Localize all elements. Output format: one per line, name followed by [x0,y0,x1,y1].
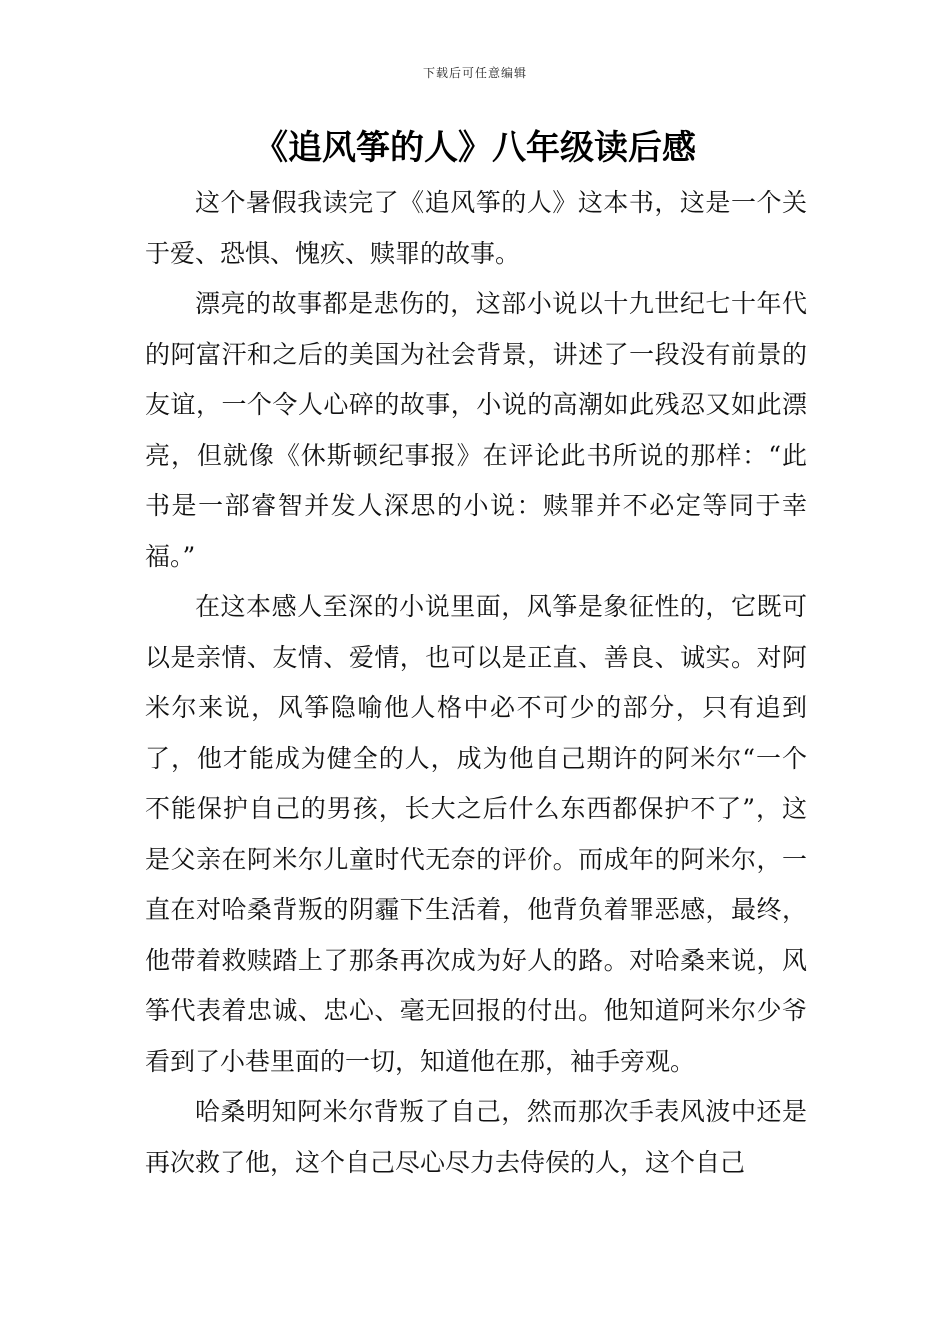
paragraph: 这个暑假我读完了《追风筝的人》这本书，这是一个关于爱、恐惧、愧疚、赎罪的故事。 [145,188,807,268]
paragraph: 哈桑明知阿米尔背叛了自己，然而那次手表风波中还是再次救了他，这个自己尽心尽力去侍侯的人，这个自己 [145,1097,807,1177]
document-title: 《追风筝的人》八年级读后感 [254,128,696,168]
paragraph: 漂亮的故事都是悲伤的，这部小说以十九世纪七十年代的阿富汗和之后的美国为社会背景，讲述了一段没有前景的友谊，一个令人心碎的故事，小说的高潮如此残忍又如此漂亮，但就像《休斯顿纪事报》在评论此书所说的那样：“此书是一部睿智并发人深思的小说：赎罪并不必定等同于幸福。” [145,289,807,571]
document-body [145,178,807,1188]
header-note: 下载后可任意编辑 [422,66,527,80]
paragraph: 在这本感人至深的小说里面，风筝是象征性的，它既可以是亲情、友情、爱情，也可以是正直、善良、诚实。对阿米尔来说，风筝隐喻他人格中必不可少的部分，只有追到了，他才能成为健全的人，成为他自己期许的阿米尔“一个不能保护自己的男孩，长大之后什么东西都保护不了”，这是父亲在阿米尔儿童时代无奈的评价。而成年的阿米尔，一直在对哈桑背叛的阴霾下生活着，他背负着罪恶感，最终，他带着救赎踏上了那条再次成为好人的路。对哈桑来说，风筝代表着忠诚、忠心、毫无回报的付出。他知道阿米尔少爷看到了小巷里面的一切，知道他在那，袖手旁观。 [145,592,807,1076]
